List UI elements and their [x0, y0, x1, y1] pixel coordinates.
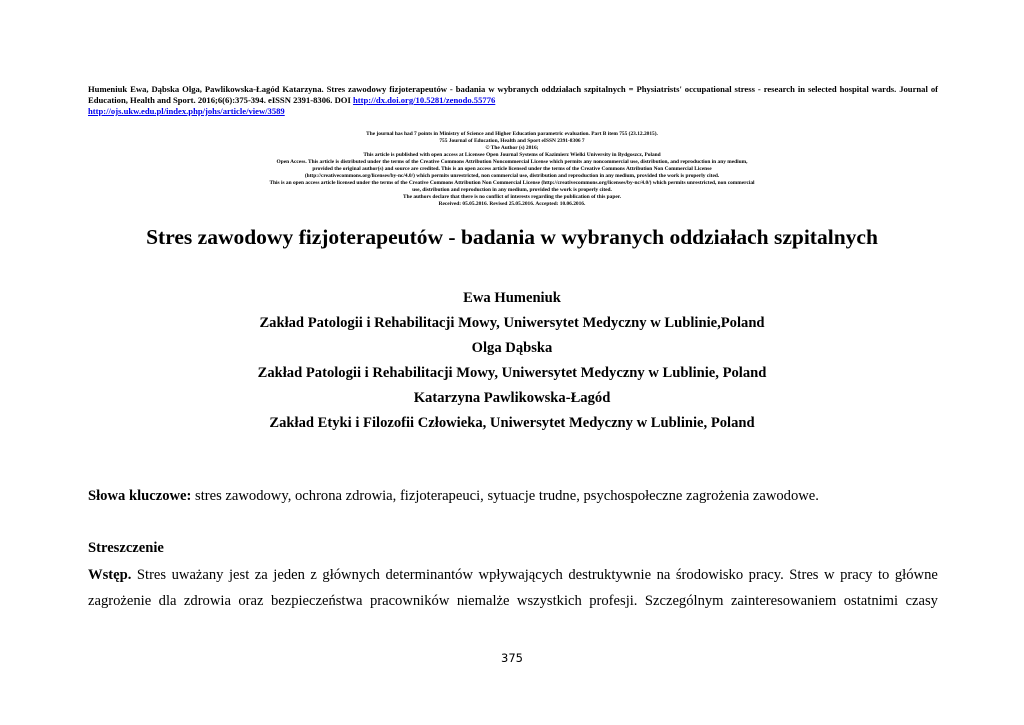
word: w — [824, 567, 835, 583]
word: Szczególnym — [644, 593, 724, 609]
abstract-paragraph — [88, 562, 938, 614]
word: zagrożenie — [88, 593, 152, 609]
word: dla — [158, 593, 177, 609]
word: ostatnimi — [843, 593, 899, 609]
word: oraz — [238, 593, 264, 609]
notice-line: The authors declare that there is no conflict of interests regarding the publication of this paper. — [402, 194, 622, 200]
word: to — [878, 567, 890, 583]
author-affiliation: Zakład Patologii i Rehabilitacji Mowy, Uniwersytet Medyczny w Lublinie, Poland — [257, 365, 767, 381]
paragraph-line — [88, 588, 938, 614]
word: destruktywnie — [568, 567, 652, 583]
word: niemalże — [456, 593, 510, 609]
word: bezpieczeństwa — [270, 593, 363, 609]
word: profesji. — [589, 593, 638, 609]
notice-line: Received: 05.05.2016. Revised 25.05.2016. Accepted: 10.06.2016. — [438, 201, 586, 207]
notice-line: The journal has had 7 points in Ministry of Science and Higher Education parametric evaluation. Part B item 755 (23.12.2015). — [366, 131, 658, 137]
word: zdrowia — [183, 593, 231, 609]
citation — [88, 84, 938, 117]
keywords — [88, 486, 938, 506]
journal-notice — [200, 131, 824, 208]
word: pracy — [840, 567, 873, 583]
author-affiliation: Zakład Etyki i Filozofii Człowieka, Uniwersytet Medyczny w Lublinie, Poland — [269, 415, 755, 431]
notice-line: This is an open access article licensed under the terms of the Creative Commons Attribution Non Commercial License (http://creativecommons.org/licenses/by-nc/4.0/) which permits unrestricted, non commercial — [269, 180, 755, 186]
citation-text: Humeniuk Ewa, Dąbska Olga, Pawlikowska-Łagód Katarzyna. Stres zawodowy fizjoterapeutów - badania w wybranych oddziałach szpitalnych = Physiatrists' occupational stress - research in selected hospital wards. Journal of Education, Health and Sport. 2016;6(6):375-394. eISSN 2391-8306. DOI — [88, 84, 938, 105]
keywords-text: stres zawodowy, ochrona zdrowia, fizjoterapeuci, sytuacje trudne, psychospołeczne zagrożenia zawodowe. — [191, 488, 819, 504]
word: czasy — [905, 593, 938, 609]
word: z — [310, 567, 317, 583]
notice-line: (http://creativecommons.org/licenses/by-nc/4.0/) which permits unrestricted, non commercial use, distribution and reproduction in any medium, provided the work is properly cited. — [304, 173, 720, 179]
word: determinantów — [385, 567, 474, 583]
word: pracowników — [369, 593, 450, 609]
word: uważany — [171, 567, 224, 583]
word: zainteresowaniem — [730, 593, 837, 609]
paragraph-lead: Wstęp. — [88, 567, 132, 583]
notice-line: use, distribution and reproduction in any medium, provided the work is properly cited. — [412, 187, 612, 193]
notice-line: Open Access. This article is distributed under the terms of the Creative Commons Attribution Noncommercial License which permits any noncommercial use, distribution, and reproduction in any medium, — [276, 159, 748, 165]
word: jeden — [273, 567, 305, 583]
word: jest — [229, 567, 250, 583]
notice-line: © The Author (s) 2016; — [485, 145, 539, 151]
author-name: Katarzyna Pawlikowska-Łagód — [413, 390, 611, 406]
word: Stres — [789, 567, 819, 583]
page-number: 375 — [501, 651, 523, 665]
word: wpływających — [478, 567, 563, 583]
paper-title: Stres zawodowy fizjoterapeutów - badania w wybranych oddziałach szpitalnych — [146, 225, 878, 249]
abstract-heading: Streszczenie — [88, 540, 164, 556]
doi-link[interactable]: http://dx.doi.org/10.5281/zenodo.55776 — [353, 95, 496, 105]
author-affiliation: Zakład Patologii i Rehabilitacji Mowy, Uniwersytet Medyczny w Lublinie,Poland — [259, 315, 765, 331]
notice-line: provided the original author(s) and source are credited. This is an open access article licensed under the terms of the Creative Commons Attribution Non Commercial License — [312, 166, 712, 172]
notice-line: 755 Journal of Education, Health and Sport eISSN 2391-8306 7 — [439, 138, 585, 144]
word: za — [254, 567, 268, 583]
word: wszystkich — [516, 593, 582, 609]
notice-line: This article is published with open access at Licensee Open Journal Systems of Kazimierz Wielki University in Bydgoszcz, Poland — [363, 152, 661, 158]
word: na — [656, 567, 671, 583]
paragraph-line — [88, 562, 938, 588]
word: Stres — [136, 567, 167, 583]
author-name: Ewa Humeniuk — [463, 290, 561, 306]
word: środowisko — [675, 567, 744, 583]
author-name: Olga Dąbska — [471, 340, 553, 356]
keywords-label: Słowa kluczowe: — [88, 488, 192, 504]
article-link[interactable]: http://ojs.ukw.edu.pl/index.php/johs/article/view/3589 — [88, 106, 285, 116]
word: pracy. — [748, 567, 784, 583]
word: głównych — [322, 567, 380, 583]
author-block — [0, 286, 1024, 436]
word: główne — [894, 567, 938, 583]
